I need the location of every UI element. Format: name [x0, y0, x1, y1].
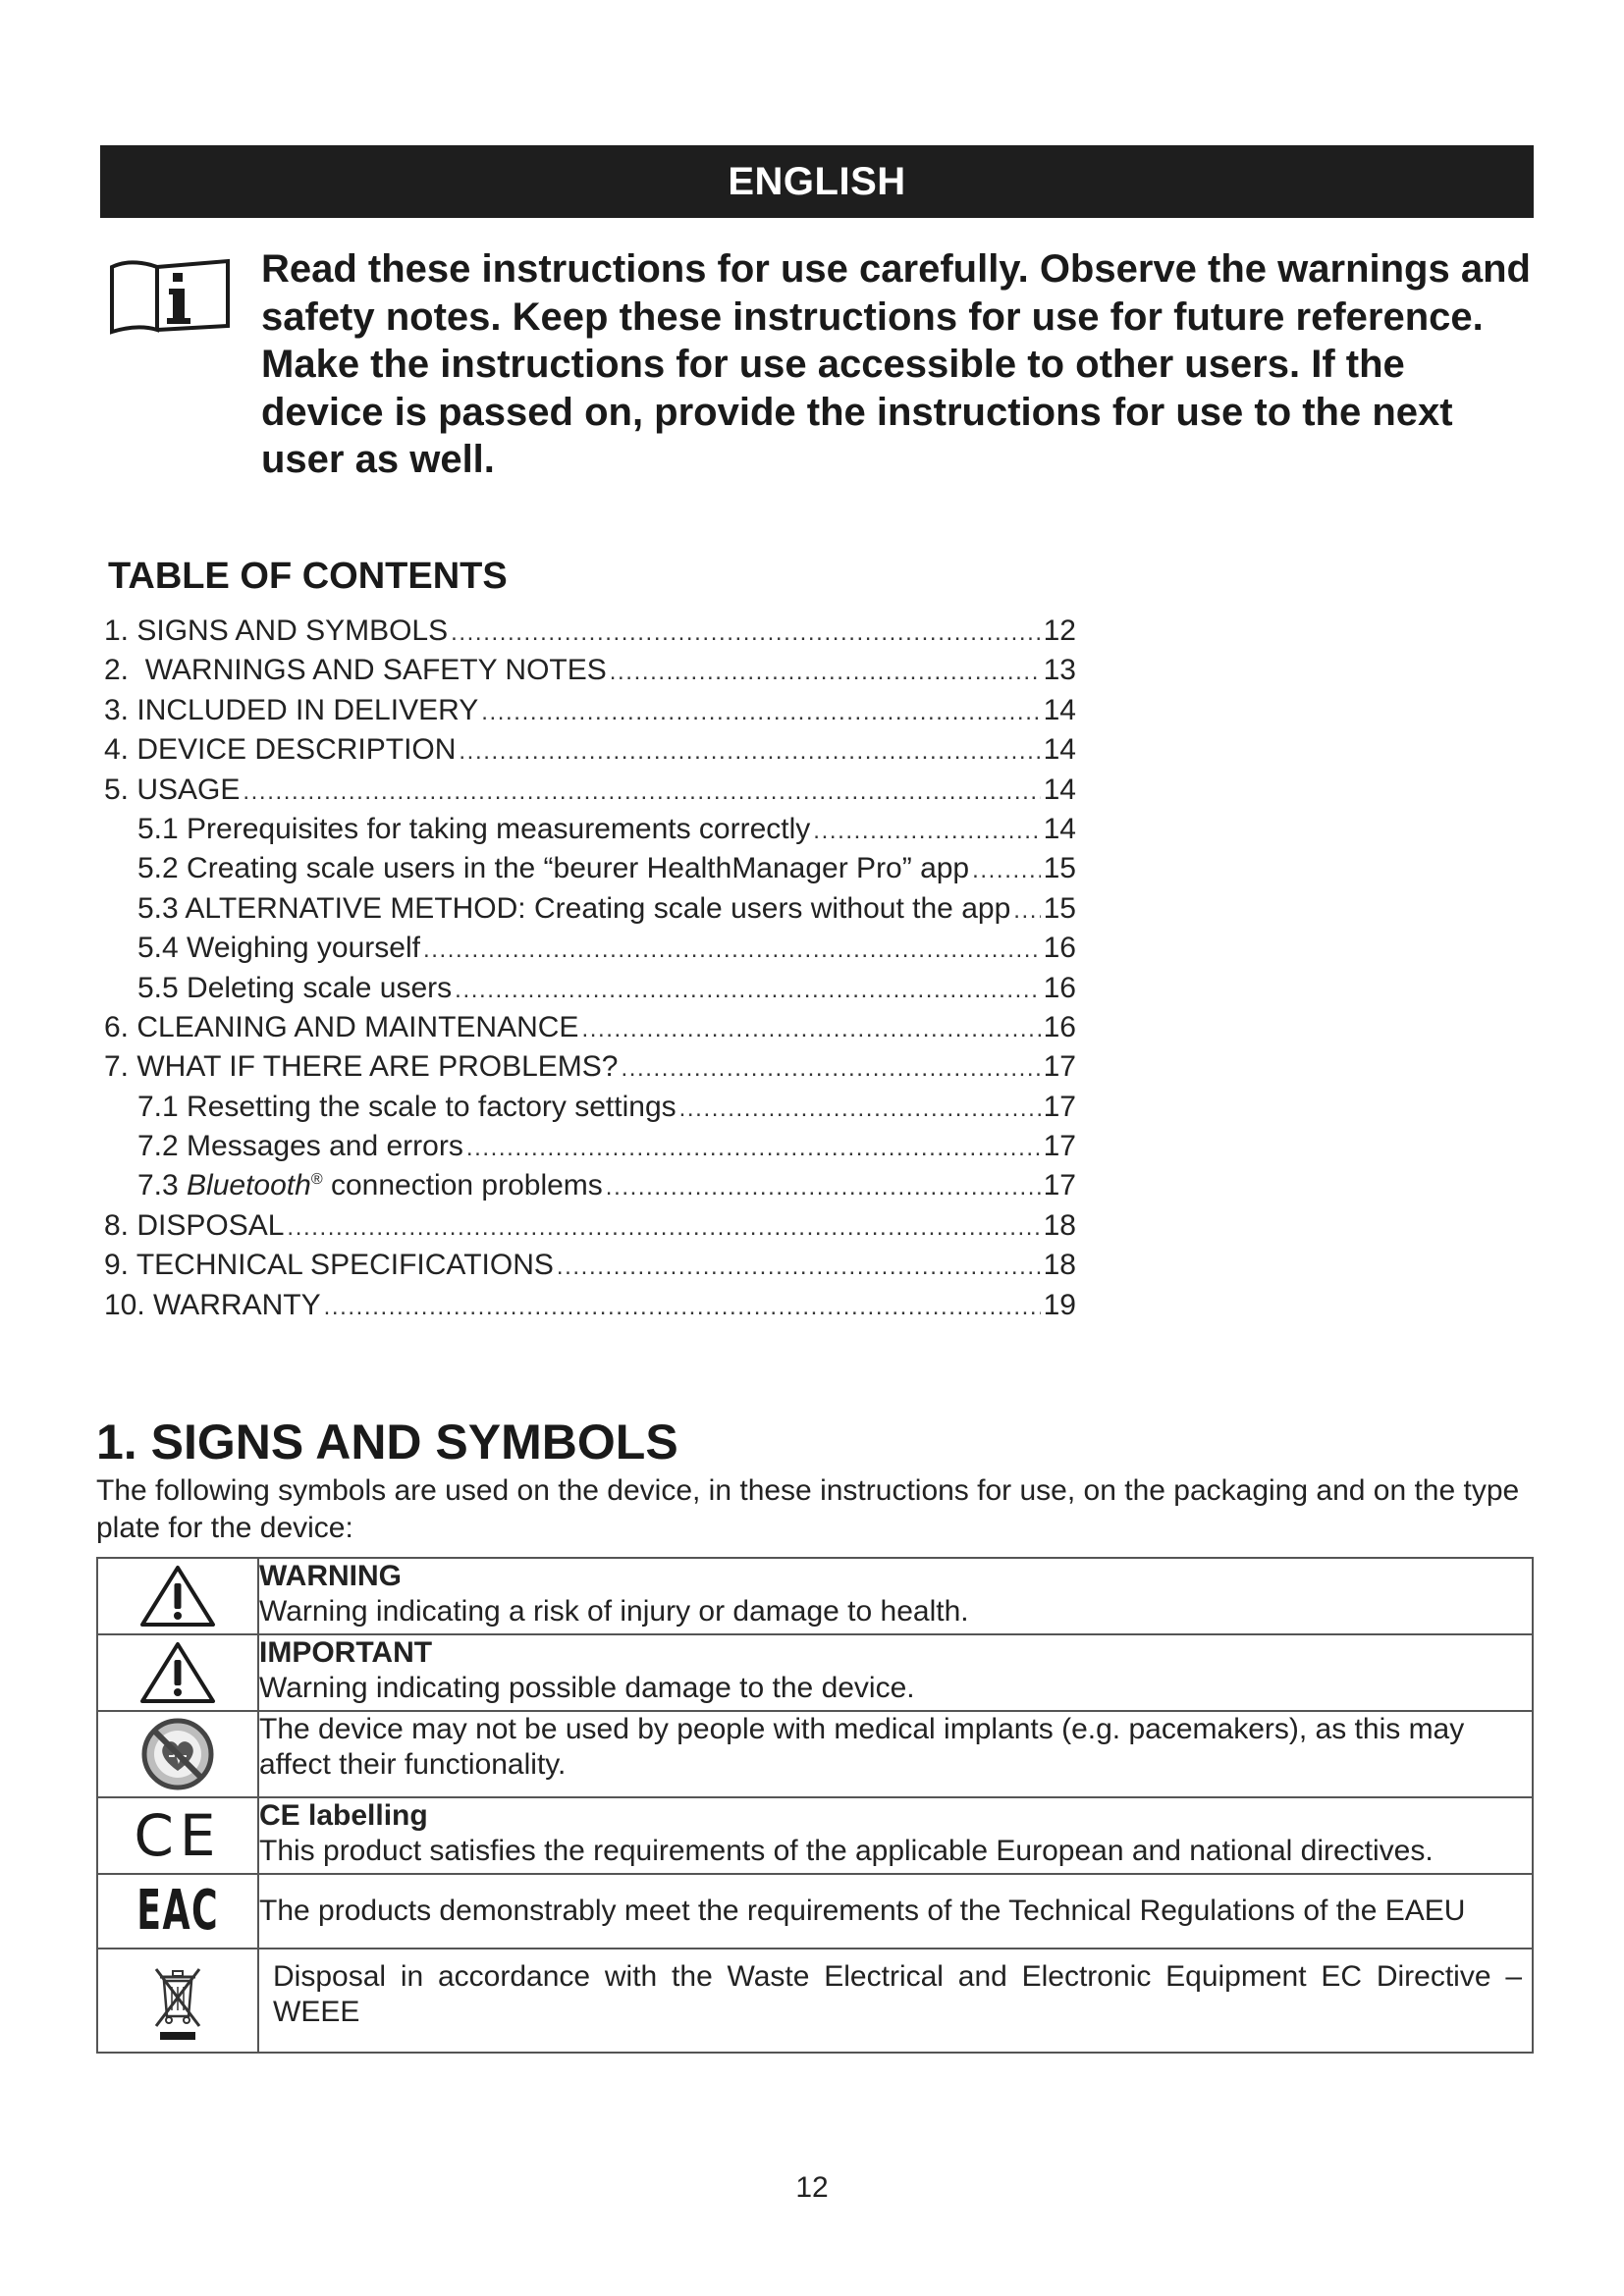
intro-notice: Read these instructions for use carefully. Observe the warnings and safety notes. Keep these instructions for use for future reference. Make the instructions for use accessible to other users. If the device is passed on, provide the instructions for use to the next user as well. — [261, 247, 1531, 481]
read-instructions-icon — [108, 253, 234, 340]
toc-entry[interactable]: 8. DISPOSAL ..... 18 — [104, 1209, 1076, 1249]
table-row — [97, 1558, 1533, 1634]
table-row — [97, 1634, 1533, 1711]
toc-entry[interactable]: 5.5 Deleting scale users ..... 16 — [104, 972, 1076, 1011]
symbol-title: IMPORTANT — [259, 1636, 433, 1669]
ce-mark-icon: CE — [134, 1802, 222, 1869]
toc-entry[interactable]: 5.3 ALTERNATIVE METHOD: Creating scale users without the app ..... 15 — [104, 892, 1076, 932]
page-number: 12 — [795, 2171, 829, 2204]
symbol-description: This product satisfies the requirements of the applicable European and national directives. — [259, 1835, 1434, 1867]
weee-bin-icon — [148, 1959, 207, 2042]
table-row — [97, 1797, 1533, 1874]
toc-entry[interactable]: 6. CLEANING AND MAINTENANCE ..... 16 — [104, 1011, 1076, 1050]
symbol-description: Warning indicating a risk of injury or damage to health. — [259, 1595, 969, 1628]
toc-entry[interactable]: 7. WHAT IF THERE ARE PROBLEMS? ..... 17 — [104, 1050, 1076, 1090]
toc-entry[interactable]: 5.1 Prerequisites for taking measurements correctly ..... 14 — [104, 813, 1076, 852]
table-row — [97, 1711, 1533, 1797]
no-pacemaker-icon — [139, 1716, 216, 1792]
toc-entry[interactable]: 5.2 Creating scale users in the “beurer HealthManager Pro” app ..... 15 — [104, 852, 1076, 891]
symbol-description: Warning indicating possible damage to the device. — [259, 1672, 915, 1704]
section-title: 1. SIGNS AND SYMBOLS — [96, 1415, 678, 1469]
toc-entry[interactable]: 5.4 Weighing yourself ..... 16 — [104, 932, 1076, 971]
table-row — [97, 1874, 1533, 1949]
toc-entry[interactable]: 7.2 Messages and errors ..... 17 — [104, 1130, 1076, 1169]
toc-entry[interactable]: 3. INCLUDED IN DELIVERY ..... 14 — [104, 694, 1076, 733]
toc-entry[interactable]: 2. WARNINGS AND SAFETY NOTES ..... 13 — [104, 654, 1076, 693]
language-header: ENGLISH — [100, 145, 1534, 218]
symbol-title: CE labelling — [259, 1799, 428, 1832]
toc-title: TABLE OF CONTENTS — [108, 556, 508, 597]
symbol-description: The products demonstrably meet the requirements of the Technical Regulations of the EAEU — [259, 1895, 1466, 1927]
toc-entry[interactable]: 7.1 Resetting the scale to factory settings ..... 17 — [104, 1091, 1076, 1130]
table-of-contents — [104, 614, 1076, 1328]
section-intro: The following symbols are used on the device, in these instructions for use, on the packaging and on the type plate for the device: — [96, 1474, 1520, 1544]
warning-triangle-icon — [138, 1640, 217, 1705]
toc-entry[interactable]: 1. SIGNS AND SYMBOLS ..... 12 — [104, 614, 1076, 654]
symbol-description: Disposal in accordance with the Waste Electrical and Electronic Equipment EC Directive – WEEE — [273, 1960, 1522, 2028]
symbols-table — [96, 1557, 1534, 2054]
toc-entry[interactable]: 7.3 Bluetooth® connection problems ..... 17 — [104, 1169, 1076, 1208]
symbol-title: WARNING — [259, 1560, 402, 1592]
toc-entry[interactable]: 5. USAGE ..... 14 — [104, 774, 1076, 813]
toc-entry[interactable]: 4. DEVICE DESCRIPTION ..... 14 — [104, 733, 1076, 773]
warning-triangle-icon — [138, 1564, 217, 1629]
symbol-description: The device may not be used by people with medical implants (e.g. pacemakers), as this may affect their functionality. — [259, 1713, 1465, 1781]
table-row — [97, 1949, 1533, 2053]
toc-entry[interactable]: 9. TECHNICAL SPECIFICATIONS ..... 18 — [104, 1249, 1076, 1288]
toc-entry[interactable]: 10. WARRANTY ..... 19 — [104, 1289, 1076, 1328]
eac-mark-icon: EAC — [136, 1879, 219, 1943]
